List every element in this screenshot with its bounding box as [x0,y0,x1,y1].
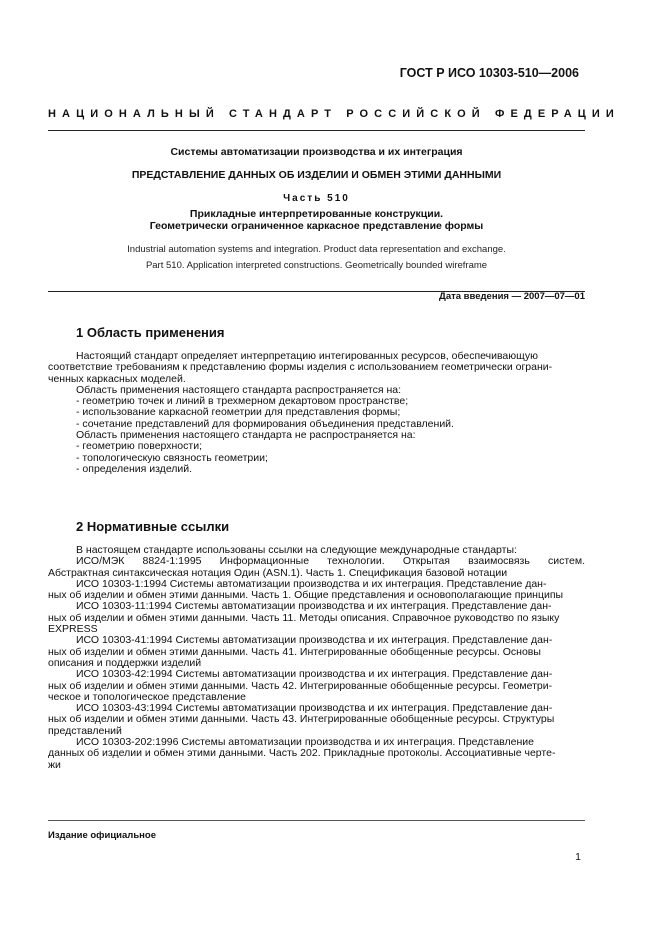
english-title-line: Industrial automation systems and integration. Product data representation and exchange. [127,244,506,255]
national-standard-banner: НАЦИОНАЛЬНЫЙ СТАНДАРТ РОССИЙСКОЙ ФЕДЕРАЦИИ [48,108,620,120]
paragraph-line: соответствие требованиям к представлению формы изделия с использованием геометрически ограни- [48,361,553,374]
series-title: Системы автоматизации производства и их интеграция [170,146,463,158]
paragraph-line: Область применения настоящего стандарта не распространяется на: [76,429,416,442]
doc-code: ГОСТ Р ИСО 10303-510—2006 [399,66,579,80]
paragraph-line: ченных каркасных моделей. [48,372,186,385]
reference-line: ческое и топологическое представление [48,690,246,703]
list-item: - использование каркасной геометрии для представления формы; [76,406,401,419]
english-title-line: Part 510. Application interpreted constructions. Geometrically bounded wireframe [145,260,488,271]
subtitle-line: Геометрически ограниченное каркасное представление формы [149,220,484,232]
section-1-heading: 1 Область применения [76,325,225,340]
list-item: - определения изделий. [76,462,193,475]
reference-line: ИСО 10303-41:1994 Системы автоматизации производства и их интеграция. Представление дан- [76,634,553,647]
section-1-body [48,350,585,475]
reference-line: EXPRESS [48,623,98,636]
part-number: Часть 510 [283,193,350,204]
reference-line: описания и поддержки изделий [48,656,202,669]
reference-line: ИСО 10303-43:1994 Системы автоматизации производства и их интеграция. Представление дан- [76,702,553,715]
section-2-heading: 2 Нормативные ссылки [76,519,230,534]
english-title [48,242,585,274]
reference-line: Абстрактная синтаксическая нотация Один (ASN.1). Часть 1. Спецификация базовой нотации [48,566,508,579]
reference-line: жи [48,758,61,771]
list-item: - сочетание представлений для формирования объединения представлений. [76,417,454,430]
reference-line: ИСО 10303-1:1994 Системы автоматизации производства и их интеграция. Представление дан- [76,577,547,590]
list-item: - геометрию точек и линий в трехмерном декартовом пространстве; [76,395,409,408]
intro-date: Дата введения — 2007—07—01 [439,291,585,302]
reference-line: ных об изделии и обмен этими данными. Часть 42. Интегрированные обобщенные ресурсы. Геометри- [48,679,553,692]
reference-line: ИСО/МЭК 8824-1:1995 Информационные технологии. Открытая взаимосвязь систем. [76,555,585,568]
edition-note: Издание официальное [48,830,156,841]
reference-line: данных об изделии и обмен этими данными. Часть 202. Прикладные протоколы. Ассоциативные черте- [48,747,556,760]
reference-line: ИСО 10303-42:1994 Системы автоматизации производства и их интеграция. Представление дан- [76,668,553,681]
paragraph-line: В настоящем стандарте использованы ссылки на следующие международные стандарты: [76,544,517,556]
reference-line: представлений [48,724,122,737]
list-item: - топологическую связность геометрии; [76,451,268,464]
reference-line: ных об изделии и обмен этими данными. Часть 43. Интегрированные обобщенные ресурсы. Структуры [48,713,555,726]
top-divider [48,130,585,131]
document-subtitle [48,208,585,232]
paragraph-line: Настоящий стандарт определяет интерпретацию интегированных ресурсов, обеспечивающую [76,350,539,362]
page-number: 1 [575,851,581,863]
reference-line: ных об изделии и обмен этими данными. Часть 1. Общие представления и основополагающие принципы [48,589,564,602]
document-title: ПРЕДСТАВЛЕНИЕ ДАННЫХ ОБ ИЗДЕЛИИ И ОБМЕН ЭТИМИ ДАННЫМИ [131,169,502,181]
list-item: - геометрию поверхности; [76,440,202,453]
paragraph-line: Область применения настоящего стандарта распространяется на: [76,383,402,396]
subtitle-line: Прикладные интерпретированные конструкции. [189,208,444,220]
section-2-body [48,544,585,771]
footer-divider [48,820,585,821]
reference-line: ИСО 10303-11:1994 Системы автоматизации производства и их интеграция. Представление дан- [76,600,552,613]
reference-line: ных об изделии и обмен этими данными. Часть 11. Методы описания. Справочное руководство по языку [48,611,560,624]
reference-line: ных об изделии и обмен этими данными. Часть 41. Интегрированные обобщенные ресурсы. Основы [48,645,541,658]
reference-line: ИСО 10303-202:1996 Системы автоматизации производства и их интеграция. Представление [76,736,534,749]
